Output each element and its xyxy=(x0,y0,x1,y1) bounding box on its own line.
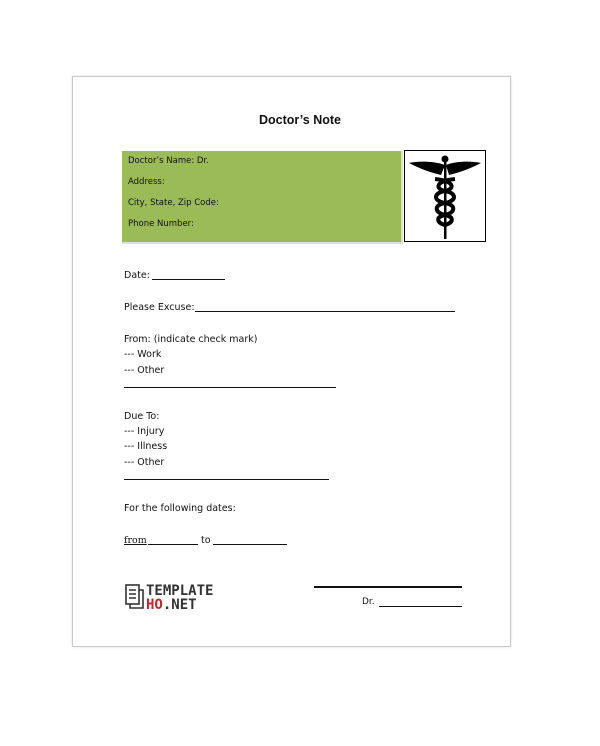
due-to-label: Due To: xyxy=(124,411,160,422)
caduceus-icon xyxy=(404,150,486,242)
doctor-name-label: Doctor’s Name: Dr. xyxy=(128,156,209,166)
other-line[interactable] xyxy=(124,387,336,388)
watermark-line1: TEMPLATE xyxy=(146,583,214,599)
other-option-2[interactable]: --- Other xyxy=(124,457,165,468)
excuse-line[interactable] xyxy=(195,311,455,312)
dr-name-line[interactable] xyxy=(379,606,462,607)
page-title: Doctor’s Note xyxy=(259,113,341,127)
other-option[interactable]: --- Other xyxy=(124,365,165,376)
excuse-label: Please Excuse: xyxy=(124,302,195,313)
dr-label: Dr. xyxy=(362,597,375,607)
from-label: From: (indicate check mark) xyxy=(124,334,258,345)
date-label: Date: xyxy=(124,270,150,281)
from-date-line[interactable] xyxy=(148,544,198,545)
city-label: City, State, Zip Code: xyxy=(128,198,219,208)
work-option[interactable]: --- Work xyxy=(124,349,162,360)
doctor-info-box xyxy=(122,151,403,244)
dates-label: For the following dates: xyxy=(124,503,236,514)
from-date-label: from xyxy=(124,535,147,546)
document-icon xyxy=(125,584,145,614)
phone-label: Phone Number: xyxy=(128,219,194,229)
watermark-logo xyxy=(146,584,213,612)
address-label: Address: xyxy=(128,177,165,187)
signature-line[interactable] xyxy=(314,586,462,588)
to-date-label: to xyxy=(201,535,211,546)
illness-option[interactable]: --- Illness xyxy=(124,441,168,452)
to-date-line[interactable] xyxy=(213,544,287,545)
watermark-ho: HO xyxy=(146,597,163,613)
due-other-line[interactable] xyxy=(124,479,329,480)
watermark-net: .NET xyxy=(162,597,197,613)
date-line[interactable] xyxy=(152,279,225,280)
injury-option[interactable]: --- Injury xyxy=(124,426,165,437)
